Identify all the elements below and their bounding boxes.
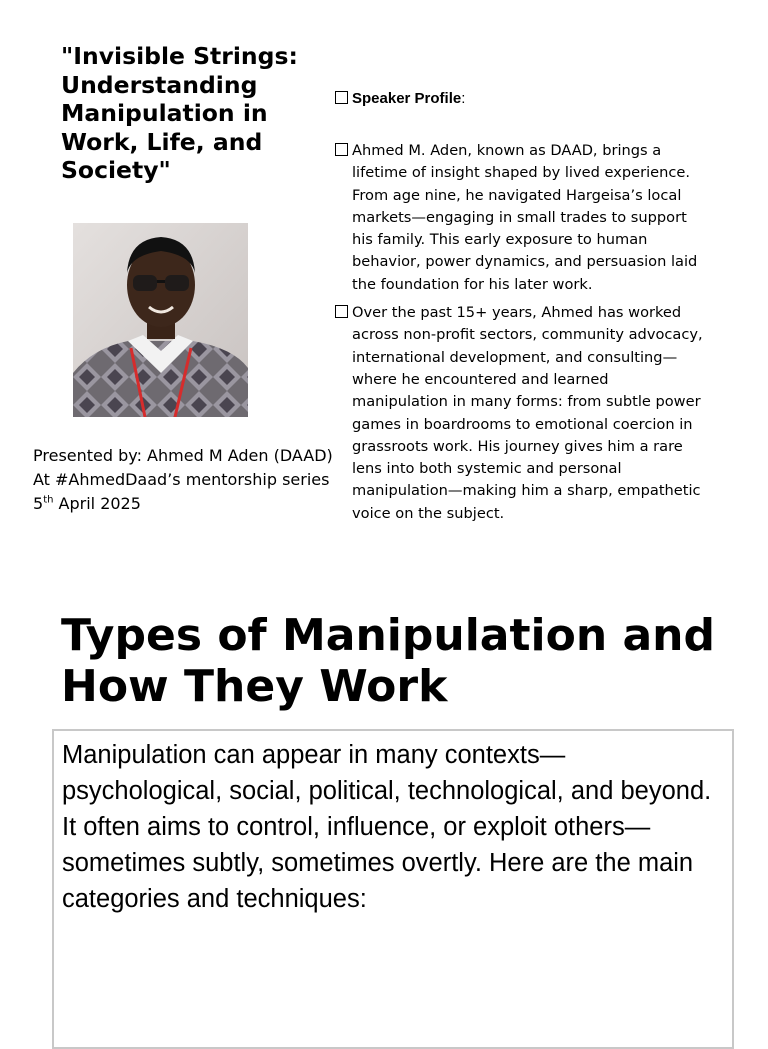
- presenter-info: [33, 444, 353, 516]
- speaker-profile: [335, 88, 715, 525]
- presenter-name: Presented by: Ahmed M Aden (DAAD): [33, 446, 333, 465]
- content-box: [52, 729, 734, 1049]
- profile-bullet: Over the past 15+ years, Ahmed has worked across non-profit sectors, community advocacy, international development, and consulting—where he encountered and learned manipulation in many forms: from subtle power games in boardrooms to emotional coercion in grassroots work. His journey gives him a rare lens into both systemic and personal manipulation—making him a sharp, empathetic voice on the subject.: [335, 302, 715, 525]
- presenter-series: At #AhmedDaad’s mentorship series: [33, 470, 330, 489]
- checkbox-bullet-icon: [335, 91, 348, 104]
- profile-bullet: Ahmed M. Aden, known as DAAD, brings a lifetime of insight shaped by lived experience. From age nine, he navigated Hargeisa’s local markets—engaging in small trades to support his family. This early exposure to human behavior, power dynamics, and persuasion laid the foundation for his later work.: [335, 140, 715, 296]
- checkbox-bullet-icon: [335, 143, 348, 156]
- page-title: "Invisible Strings: Understanding Manipulation in Work, Life, and Society": [61, 42, 298, 184]
- profile-heading: Speaker Profile :: [335, 88, 715, 110]
- section-body: Manipulation can appear in many contexts—psychological, social, political, technological, and beyond. It often aims to control, influence, or exploit others—sometimes subtly, sometimes overtly. Here are the main categories and techniques:: [62, 741, 712, 913]
- speaker-portrait-icon: [73, 223, 248, 417]
- section-title: Types of Manipulation and How They Work: [61, 610, 715, 712]
- speaker-photo: [73, 223, 248, 417]
- checkbox-bullet-icon: [335, 305, 348, 318]
- presenter-date: 5th April 2025: [33, 494, 141, 513]
